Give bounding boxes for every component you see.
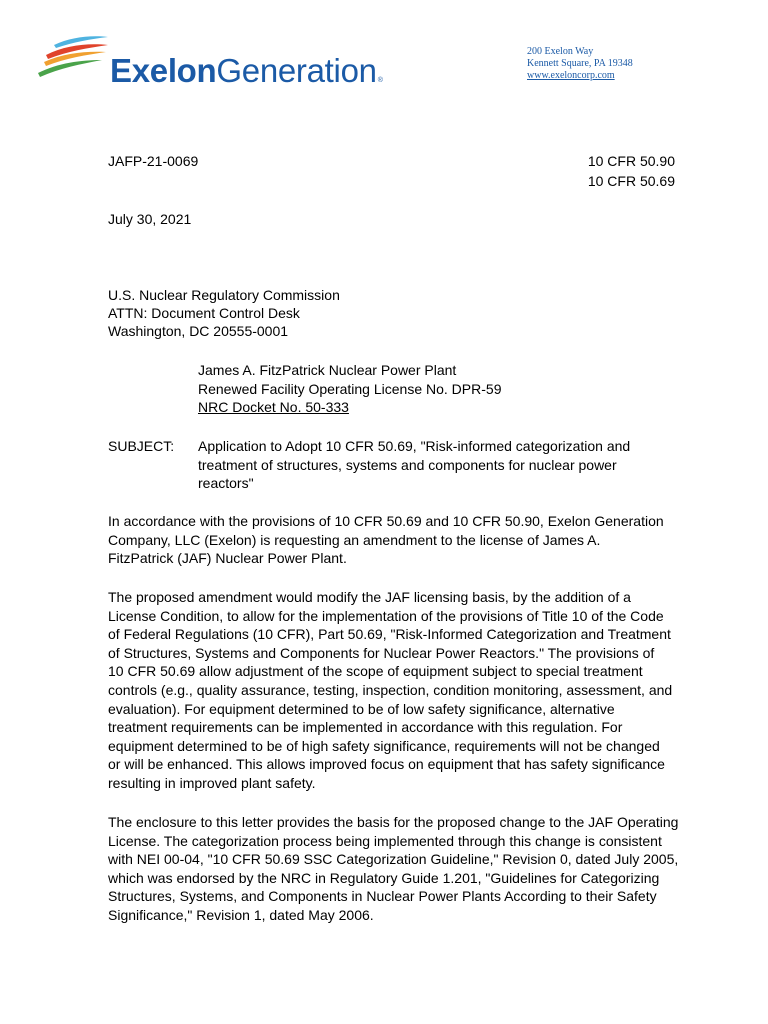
paragraph-1 (108, 512, 673, 568)
paragraph-2-line: The proposed amendment would modify the JAF licensing basis, by the addition of a (108, 589, 631, 605)
paragraph-1-line: FitzPatrick (JAF) Nuclear Power Plant. (108, 550, 347, 567)
paragraph-2-line: resulting in improved plant safety. (108, 774, 316, 791)
recipient-line-1: U.S. Nuclear Regulatory Commission (108, 287, 340, 303)
paragraph-3-line: Significance," Revision 1, dated May 2006. (108, 906, 374, 923)
paragraph-2-line: License Condition, to allow for the implementation of the provisions of Title 10 of the Code (108, 607, 664, 624)
reference-number: JAFP-21-0069 (108, 153, 199, 169)
paragraph-3-line: License. The categorization process being implemented through this change is consistent (108, 832, 662, 849)
paragraph-2-line: controls (e.g., quality assurance, testing, inspection, condition monitoring, assessment, and (108, 681, 673, 698)
paragraph-1-line: In accordance with the provisions of 10 CFR 50.69 and 10 CFR 50.90, Exelon Generation (108, 513, 664, 529)
paragraph-3-line: which was endorsed by the NRC in Regulatory Guide 1.201, "Guidelines for Categorizing (108, 869, 660, 886)
exelon-swoosh-icon (36, 33, 110, 79)
sender-address (527, 46, 633, 82)
paragraph-3-line: Structures, Systems, and Components in Nuclear Power Plants According to their Safety (108, 888, 657, 905)
paragraph-2-line: of Structures, Systems and Components for Nuclear Power Reactors." The provisions of (108, 644, 655, 661)
paragraph-2-line: or will be enhanced. This allows improved focus on equipment that has safety significance (108, 756, 665, 773)
paragraph-2 (108, 588, 673, 793)
paragraph-3-line: with NEI 00-04, "10 CFR 50.69 SSC Categorization Guideline," Revision 0, dated July 2005, (108, 851, 679, 868)
logo-name-light: Generation (216, 52, 377, 89)
subject-line-3: reactors" (198, 475, 254, 491)
cfr-ref-1: 10 CFR 50.90 (587, 153, 675, 169)
logo-name-bold: Exelon (110, 52, 217, 89)
paragraph-1-line: Company, LLC (Exelon) is requesting an amendment to the license of James A. (108, 531, 601, 548)
address-street: 200 Exelon Way (527, 46, 594, 57)
paragraph-2-line: evaluation). For equipment determined to be of low safety significance, alternative (108, 700, 615, 717)
paragraph-2-line: equipment determined to be of high safety significance, requirements will not be changed (108, 737, 660, 754)
facility-docket: NRC Docket No. 50-333 (198, 399, 349, 415)
address-city: Kennett Square, PA 19348 (527, 58, 633, 69)
paragraph-2-line: of Federal Regulations (10 CFR), Part 50.69, "Risk-Informed Categorization and Treatment (108, 626, 671, 643)
letter-date: July 30, 2021 (108, 211, 192, 227)
paragraph-2-line: treatment requirements can be implemented in accordance with this regulation. For (108, 719, 623, 736)
recipient-line-2: ATTN: Document Control Desk (108, 305, 300, 321)
recipient-line-3: Washington, DC 20555-0001 (108, 323, 289, 339)
facility-line-2: Renewed Facility Operating License No. DPR-59 (198, 381, 502, 397)
facility-line-1: James A. FitzPatrick Nuclear Power Plant (198, 362, 457, 378)
paragraph-3-line: The enclosure to this letter provides the basis for the proposed change to the JAF Operating (108, 814, 679, 830)
subject-line-2: treatment of structures, systems and components for nuclear power (198, 457, 617, 473)
subject-line-1: Application to Adopt 10 CFR 50.69, "Risk-informed categorization and (198, 438, 631, 454)
logo-registered-mark: ® (377, 77, 383, 84)
paragraph-2-line: 10 CFR 50.69 allow adjustment of the scope of equipment subject to special treatment (108, 663, 643, 680)
cfr-ref-2: 10 CFR 50.69 (587, 173, 675, 189)
subject-label: SUBJECT: (108, 438, 175, 454)
address-website-link[interactable]: www.exeloncorp.com (527, 70, 615, 81)
logo-wordmark (110, 51, 383, 101)
paragraph-3 (108, 813, 679, 925)
exelon-generation-logo (36, 33, 396, 93)
